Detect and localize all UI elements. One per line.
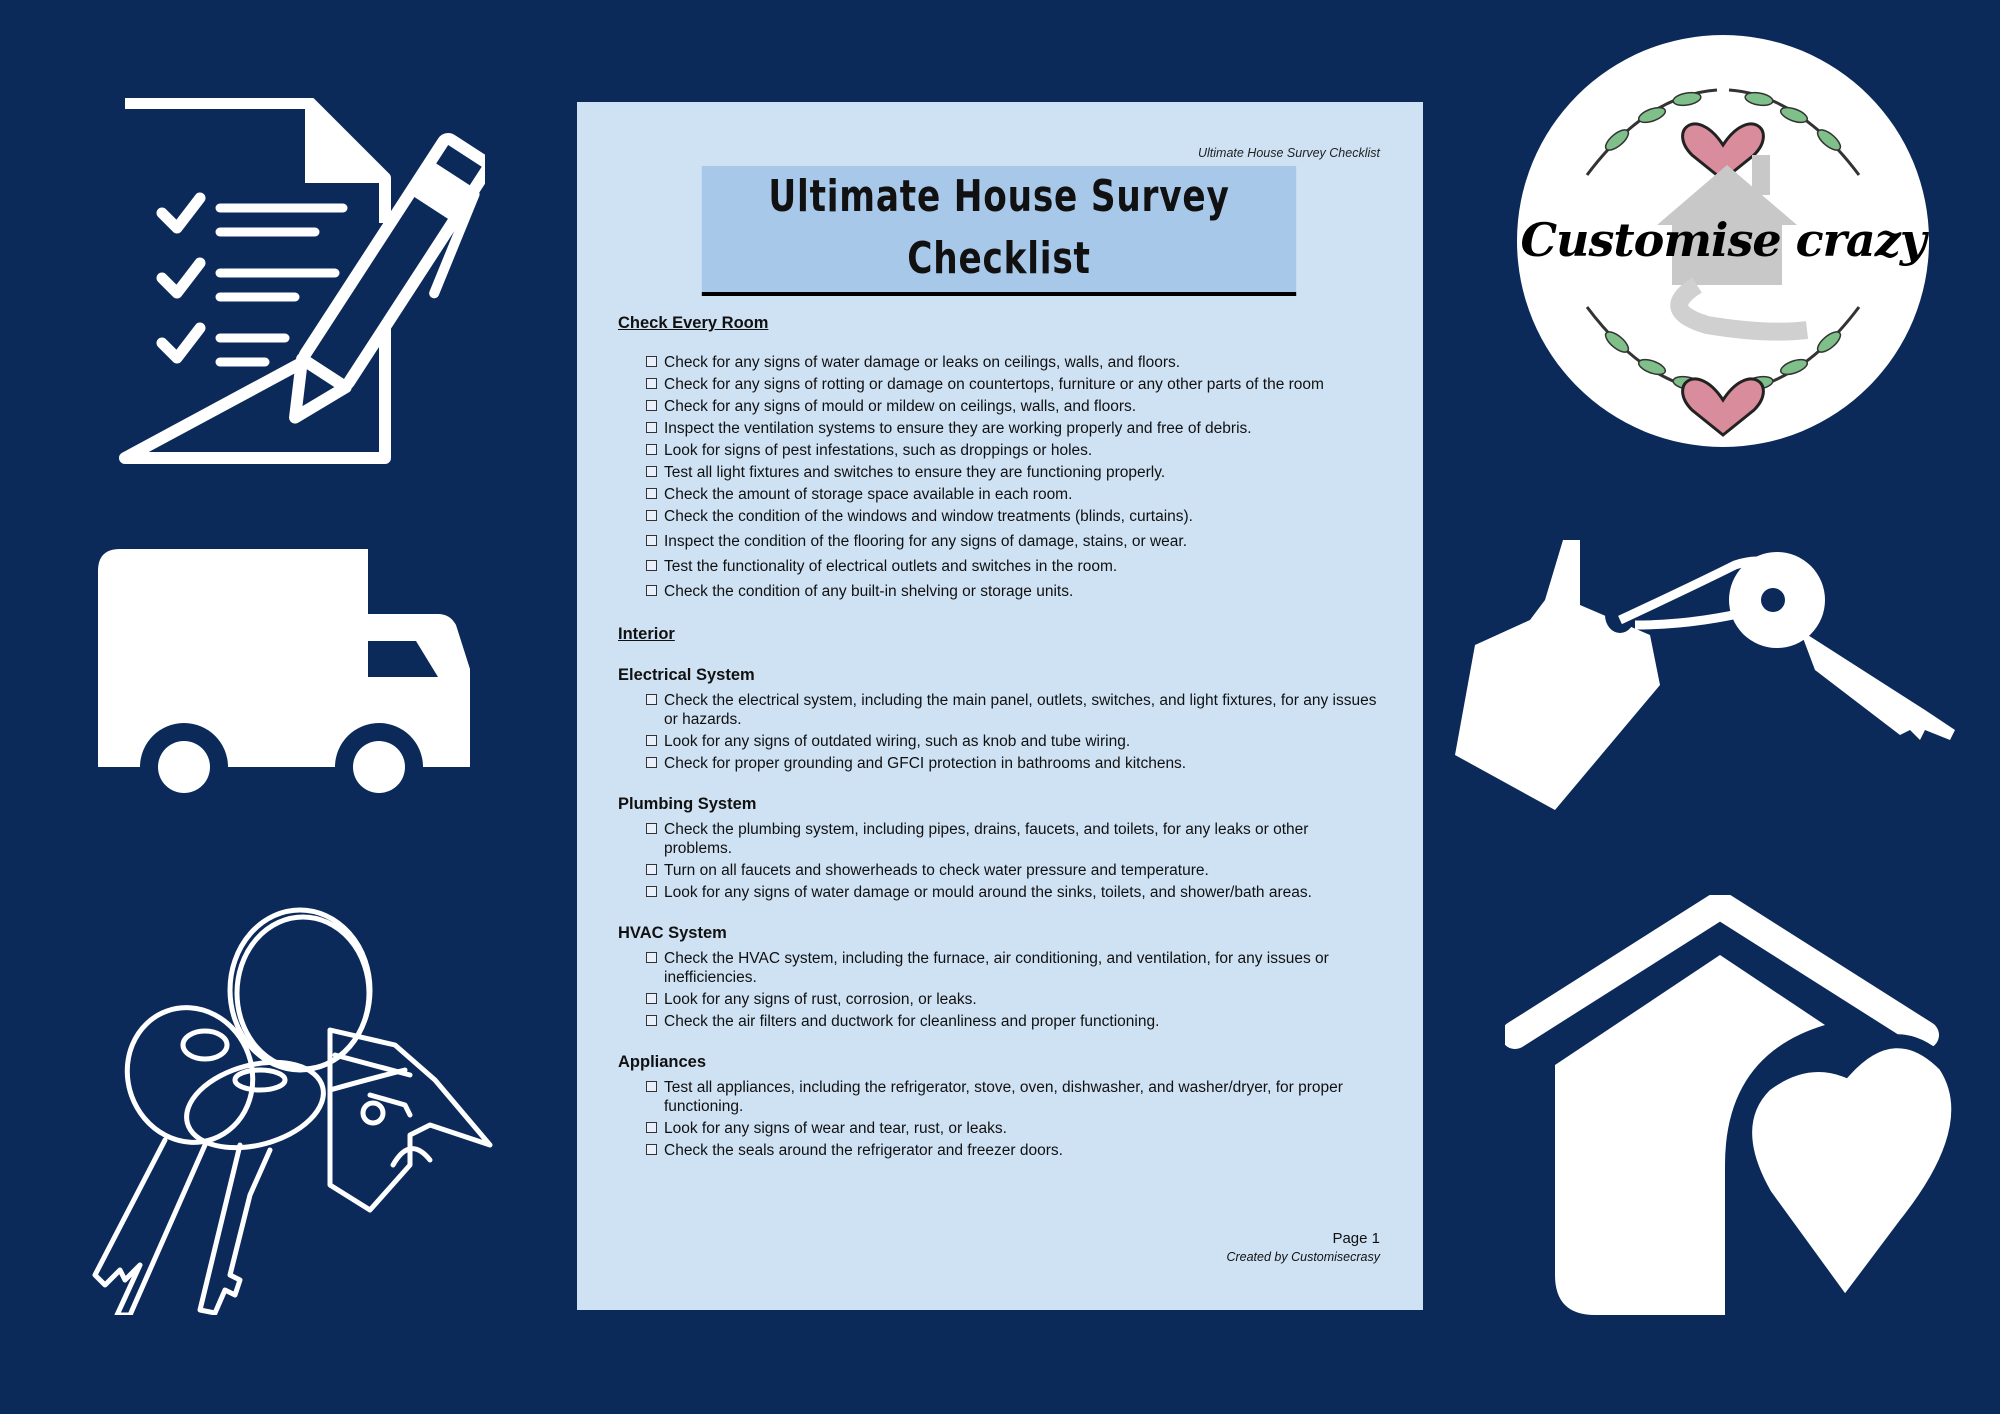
checkbox[interactable]	[646, 378, 657, 389]
checkbox[interactable]	[646, 735, 657, 746]
checklist-item: Check for any signs of water damage or leaks on ceilings, walls, and floors.	[646, 353, 1380, 372]
check-every-room-list	[618, 353, 1380, 601]
checkbox[interactable]	[646, 400, 657, 411]
checkbox[interactable]	[646, 444, 657, 455]
hvac-list	[618, 949, 1380, 1031]
house-keyring-icon	[1455, 525, 1955, 825]
checkbox[interactable]	[646, 886, 657, 897]
checkbox[interactable]	[646, 488, 657, 499]
checklist-item: Check for any signs of rotting or damage on countertops, furniture or any other parts of the room	[646, 375, 1380, 394]
checkbox[interactable]	[646, 356, 657, 367]
section-title-check-every-room: Check Every Room	[618, 314, 769, 332]
checkbox[interactable]	[646, 823, 657, 834]
checklist-item: Look for any signs of wear and tear, rust, or leaks.	[646, 1119, 1380, 1138]
checklist-item: Turn on all faucets and showerheads to check water pressure and temperature.	[646, 861, 1380, 880]
checklist-item: Check for any signs of mould or mildew on ceilings, walls, and floors.	[646, 397, 1380, 416]
checklist-item: Look for any signs of rust, corrosion, or leaks.	[646, 990, 1380, 1009]
document-footer	[1226, 1230, 1380, 1264]
logo-text: Customise crazy	[1520, 213, 1926, 267]
section-title-interior: Interior	[618, 625, 675, 643]
checkbox[interactable]	[646, 1122, 657, 1133]
subsection-title-appliances: Appliances	[618, 1053, 707, 1071]
checklist-item: Test all light fixtures and switches to ensure they are functioning properly.	[646, 463, 1380, 482]
checkbox[interactable]	[646, 466, 657, 477]
checklist-pen-icon	[115, 98, 485, 468]
checkbox[interactable]	[646, 560, 657, 571]
appliances-list	[618, 1078, 1380, 1160]
page-number: Page 1	[1332, 1230, 1380, 1247]
checklist-item: Check the air filters and ductwork for cleanliness and proper functioning.	[646, 1012, 1380, 1031]
checkbox[interactable]	[646, 694, 657, 705]
checkbox[interactable]	[646, 993, 657, 1004]
house-heart-icon	[1505, 895, 1965, 1315]
checklist-item: Check the plumbing system, including pipes, drains, faucets, and toilets, for any leaks or other problems.	[646, 820, 1380, 858]
checklist-item: Inspect the condition of the flooring for any signs of damage, stains, or wear.	[646, 532, 1380, 551]
hand-drawn-keys-icon	[65, 895, 505, 1315]
checklist-item: Check the condition of the windows and window treatments (blinds, curtains).	[646, 507, 1380, 526]
plumbing-list	[618, 820, 1380, 902]
creator-credit: Created by Customisecrasy	[1226, 1250, 1380, 1264]
checkbox[interactable]	[646, 1015, 657, 1026]
checklist-item: Check for proper grounding and GFCI protection in bathrooms and kitchens.	[646, 754, 1380, 773]
checklist-item: Test the functionality of electrical outlets and switches in the room.	[646, 557, 1380, 576]
checklist-item: Look for any signs of outdated wiring, such as knob and tube wiring.	[646, 732, 1380, 751]
checkbox[interactable]	[646, 585, 657, 596]
document-title: Ultimate House Survey Checklist	[702, 166, 1296, 296]
checkbox[interactable]	[646, 422, 657, 433]
checkbox[interactable]	[646, 510, 657, 521]
checklist-item: Inspect the ventilation systems to ensure they are working properly and free of debris.	[646, 419, 1380, 438]
checklist-item: Look for signs of pest infestations, such as droppings or holes.	[646, 441, 1380, 460]
checklist-item: Check the seals around the refrigerator and freezer doors.	[646, 1141, 1380, 1160]
checklist-item: Look for any signs of water damage or mould around the sinks, toilets, and shower/bath areas.	[646, 883, 1380, 902]
subsection-title-plumbing: Plumbing System	[618, 795, 757, 813]
checkbox[interactable]	[646, 1081, 657, 1092]
customise-crazy-logo	[1517, 35, 1929, 447]
checklist-item: Check the electrical system, including the main panel, outlets, switches, and light fixtures, for any issues or hazards.	[646, 691, 1380, 729]
checklist-document	[577, 102, 1423, 1310]
checklist-item: Check the amount of storage space available in each room.	[646, 485, 1380, 504]
document-header: Ultimate House Survey Checklist	[1197, 146, 1380, 160]
electrical-list	[618, 691, 1380, 773]
checkbox[interactable]	[646, 864, 657, 875]
checkbox[interactable]	[646, 1144, 657, 1155]
delivery-truck-icon	[98, 549, 470, 819]
checklist-item: Test all appliances, including the refrigerator, stove, oven, dishwasher, and washer/dryer, for proper functioning.	[646, 1078, 1380, 1116]
subsection-title-hvac: HVAC System	[618, 924, 727, 942]
checklist-item: Check the HVAC system, including the furnace, air conditioning, and ventilation, for any issues or inefficiencies.	[646, 949, 1380, 987]
checkbox[interactable]	[646, 535, 657, 546]
checkbox[interactable]	[646, 757, 657, 768]
subsection-title-electrical: Electrical System	[618, 666, 755, 684]
checklist-item: Check the condition of any built-in shelving or storage units.	[646, 582, 1380, 601]
checkbox[interactable]	[646, 952, 657, 963]
